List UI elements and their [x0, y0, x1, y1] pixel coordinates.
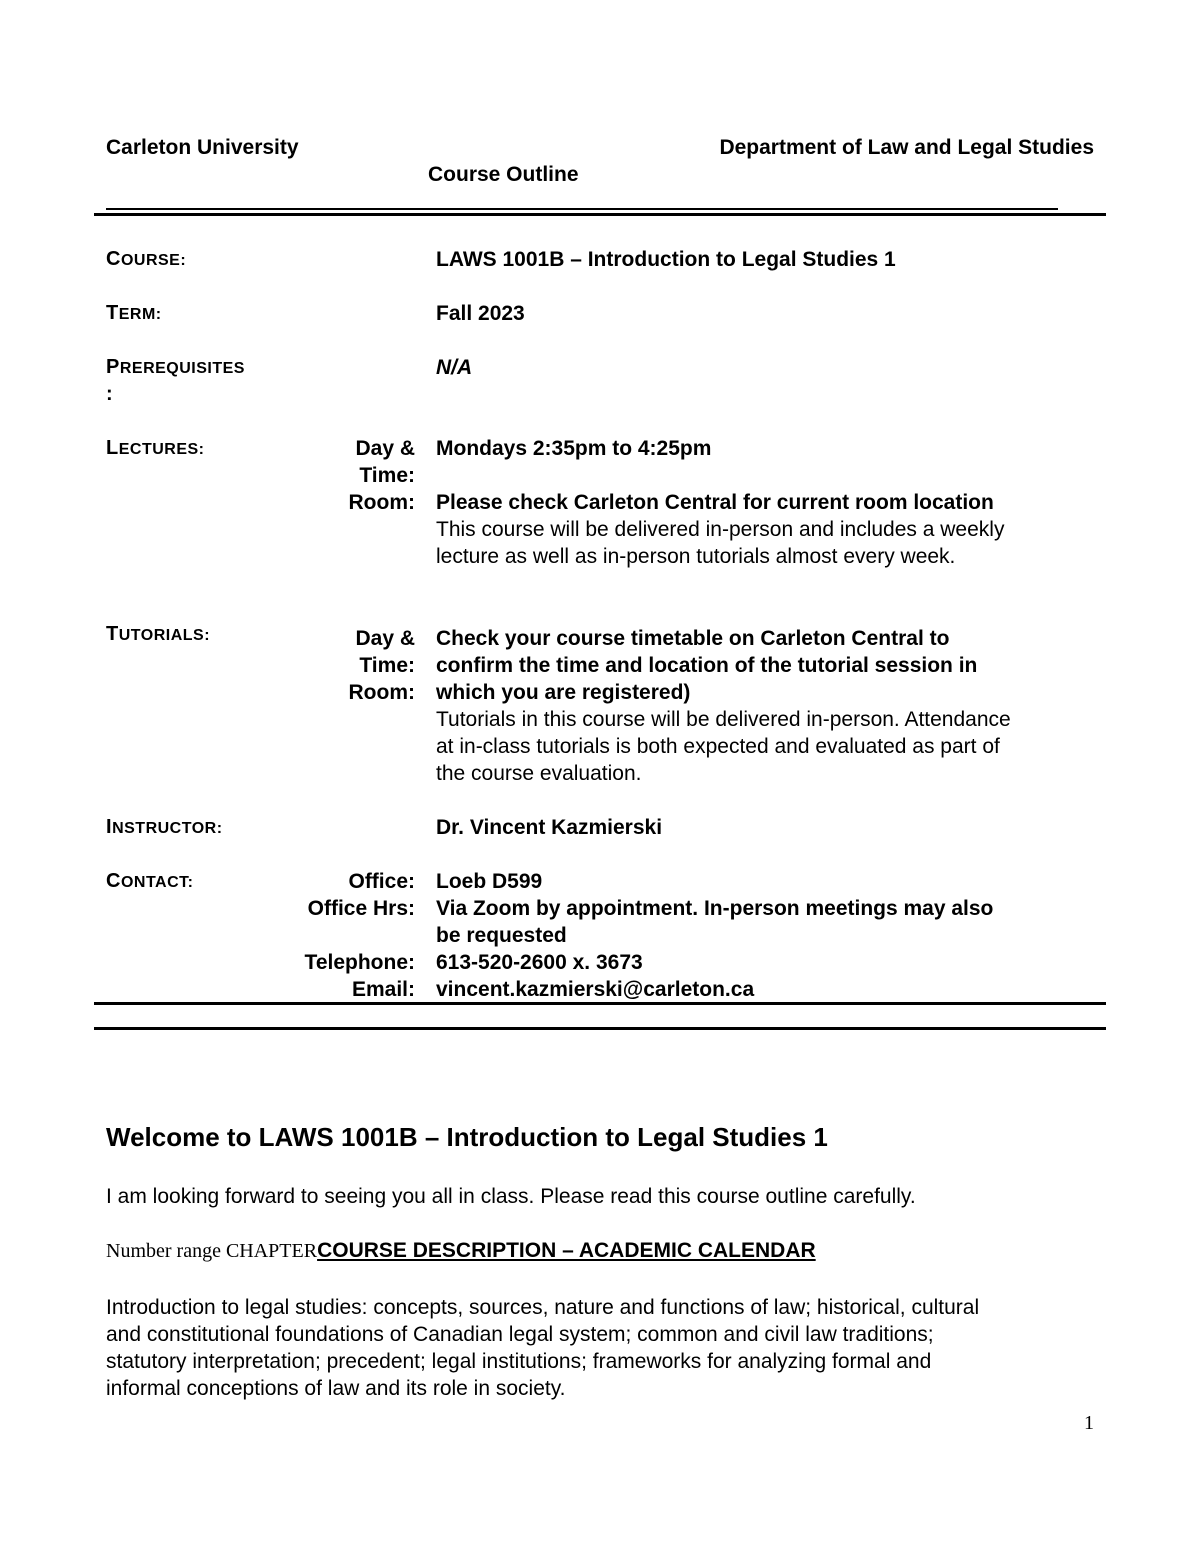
instructor-value: Dr. Vincent Kazmierski: [436, 816, 663, 839]
tutorials-note-3: the course evaluation.: [436, 762, 642, 785]
term-value: Fall 2023: [436, 302, 525, 325]
description-line-3: statutory interpretation; precedent; legal institutions; frameworks for analyzing formal and: [106, 1350, 932, 1373]
email-label: Email:: [351, 978, 415, 1001]
description-line-1: Introduction to legal studies: concepts, sources, nature and functions of law; historical, cultural: [106, 1296, 980, 1319]
office-hours-label: Office Hrs:: [307, 897, 415, 920]
term-label: TERM:: [106, 302, 162, 324]
tutorials-note-2: at in-class tutorials is both expected and evaluated as part of: [436, 735, 1000, 758]
section-rule-2: [94, 1027, 1106, 1030]
contact-label: CONTACT:: [106, 870, 194, 892]
tutorials-label: TUTORIALS:: [106, 623, 211, 645]
tutorials-bold-3: which you are registered): [436, 681, 691, 704]
course-value: LAWS 1001B – Introduction to Legal Studies 1: [436, 248, 896, 271]
header-university: Carleton University: [106, 136, 299, 159]
office-label: Office:: [348, 870, 415, 893]
chapter-prefix: Number range CHAPTER: [106, 1240, 318, 1262]
lectures-note-2: lecture as well as in-person tutorials almost every week.: [436, 545, 956, 568]
email-value: vincent.kazmierski@carleton.ca: [436, 978, 755, 1001]
description-line-2: and constitutional foundations of Canadian legal system; common and civil law traditions;: [106, 1323, 934, 1346]
lectures-time-label: Time:: [359, 464, 415, 487]
description-line-4: informal conceptions of law and its role in society.: [106, 1377, 566, 1400]
office-hours-value-2: be requested: [436, 924, 567, 947]
welcome-text: I am looking forward to seeing you all in class. Please read this course outline carefully.: [106, 1185, 916, 1208]
prereq-label-tail: :: [106, 383, 114, 405]
header-rule-thick: [94, 213, 1106, 216]
telephone-value: 613-520-2600 x. 3673: [436, 951, 643, 974]
header-department: Department of Law and Legal Studies: [719, 136, 1094, 159]
tutorials-time-label: Time:: [359, 654, 415, 677]
description-heading: COURSE DESCRIPTION – ACADEMIC CALENDAR: [317, 1239, 816, 1262]
header-course-outline: Course Outline: [428, 163, 579, 186]
lectures-day-label: Day &: [355, 437, 415, 460]
office-hours-value-1: Via Zoom by appointment. In-person meetings may also: [436, 897, 994, 920]
page-number: 1: [1084, 1412, 1094, 1434]
lectures-time-value: Mondays 2:35pm to 4:25pm: [436, 437, 712, 460]
lectures-room-label: Room:: [348, 491, 415, 514]
tutorials-day-label: Day &: [355, 627, 415, 650]
office-value: Loeb D599: [436, 870, 543, 893]
tutorials-bold-2: confirm the time and location of the tutorial session in: [436, 654, 978, 677]
tutorials-bold-1: Check your course timetable on Carleton Central to: [436, 627, 950, 650]
tutorials-note-1: Tutorials in this course will be delivered in-person. Attendance: [436, 708, 1011, 731]
tutorials-room-label: Room:: [348, 681, 415, 704]
telephone-label: Telephone:: [304, 951, 415, 974]
section-rule-1: [94, 1002, 1106, 1005]
prereq-value: N/A: [436, 356, 473, 379]
lectures-note-1: This course will be delivered in-person and includes a weekly: [436, 518, 1005, 541]
lectures-label: LECTURES:: [106, 437, 205, 459]
prereq-label: PREREQUISITES: [106, 356, 245, 378]
description-heading-line: [106, 1239, 816, 1263]
description-body: [106, 1294, 979, 1402]
course-label: COURSE:: [106, 248, 187, 270]
lectures-room-value: Please check Carleton Central for current room location: [436, 491, 994, 514]
instructor-label: INSTRUCTOR:: [106, 816, 223, 838]
welcome-heading: Welcome to LAWS 1001B – Introduction to Legal Studies 1: [106, 1122, 828, 1152]
header-rule-thin: [106, 208, 1058, 210]
